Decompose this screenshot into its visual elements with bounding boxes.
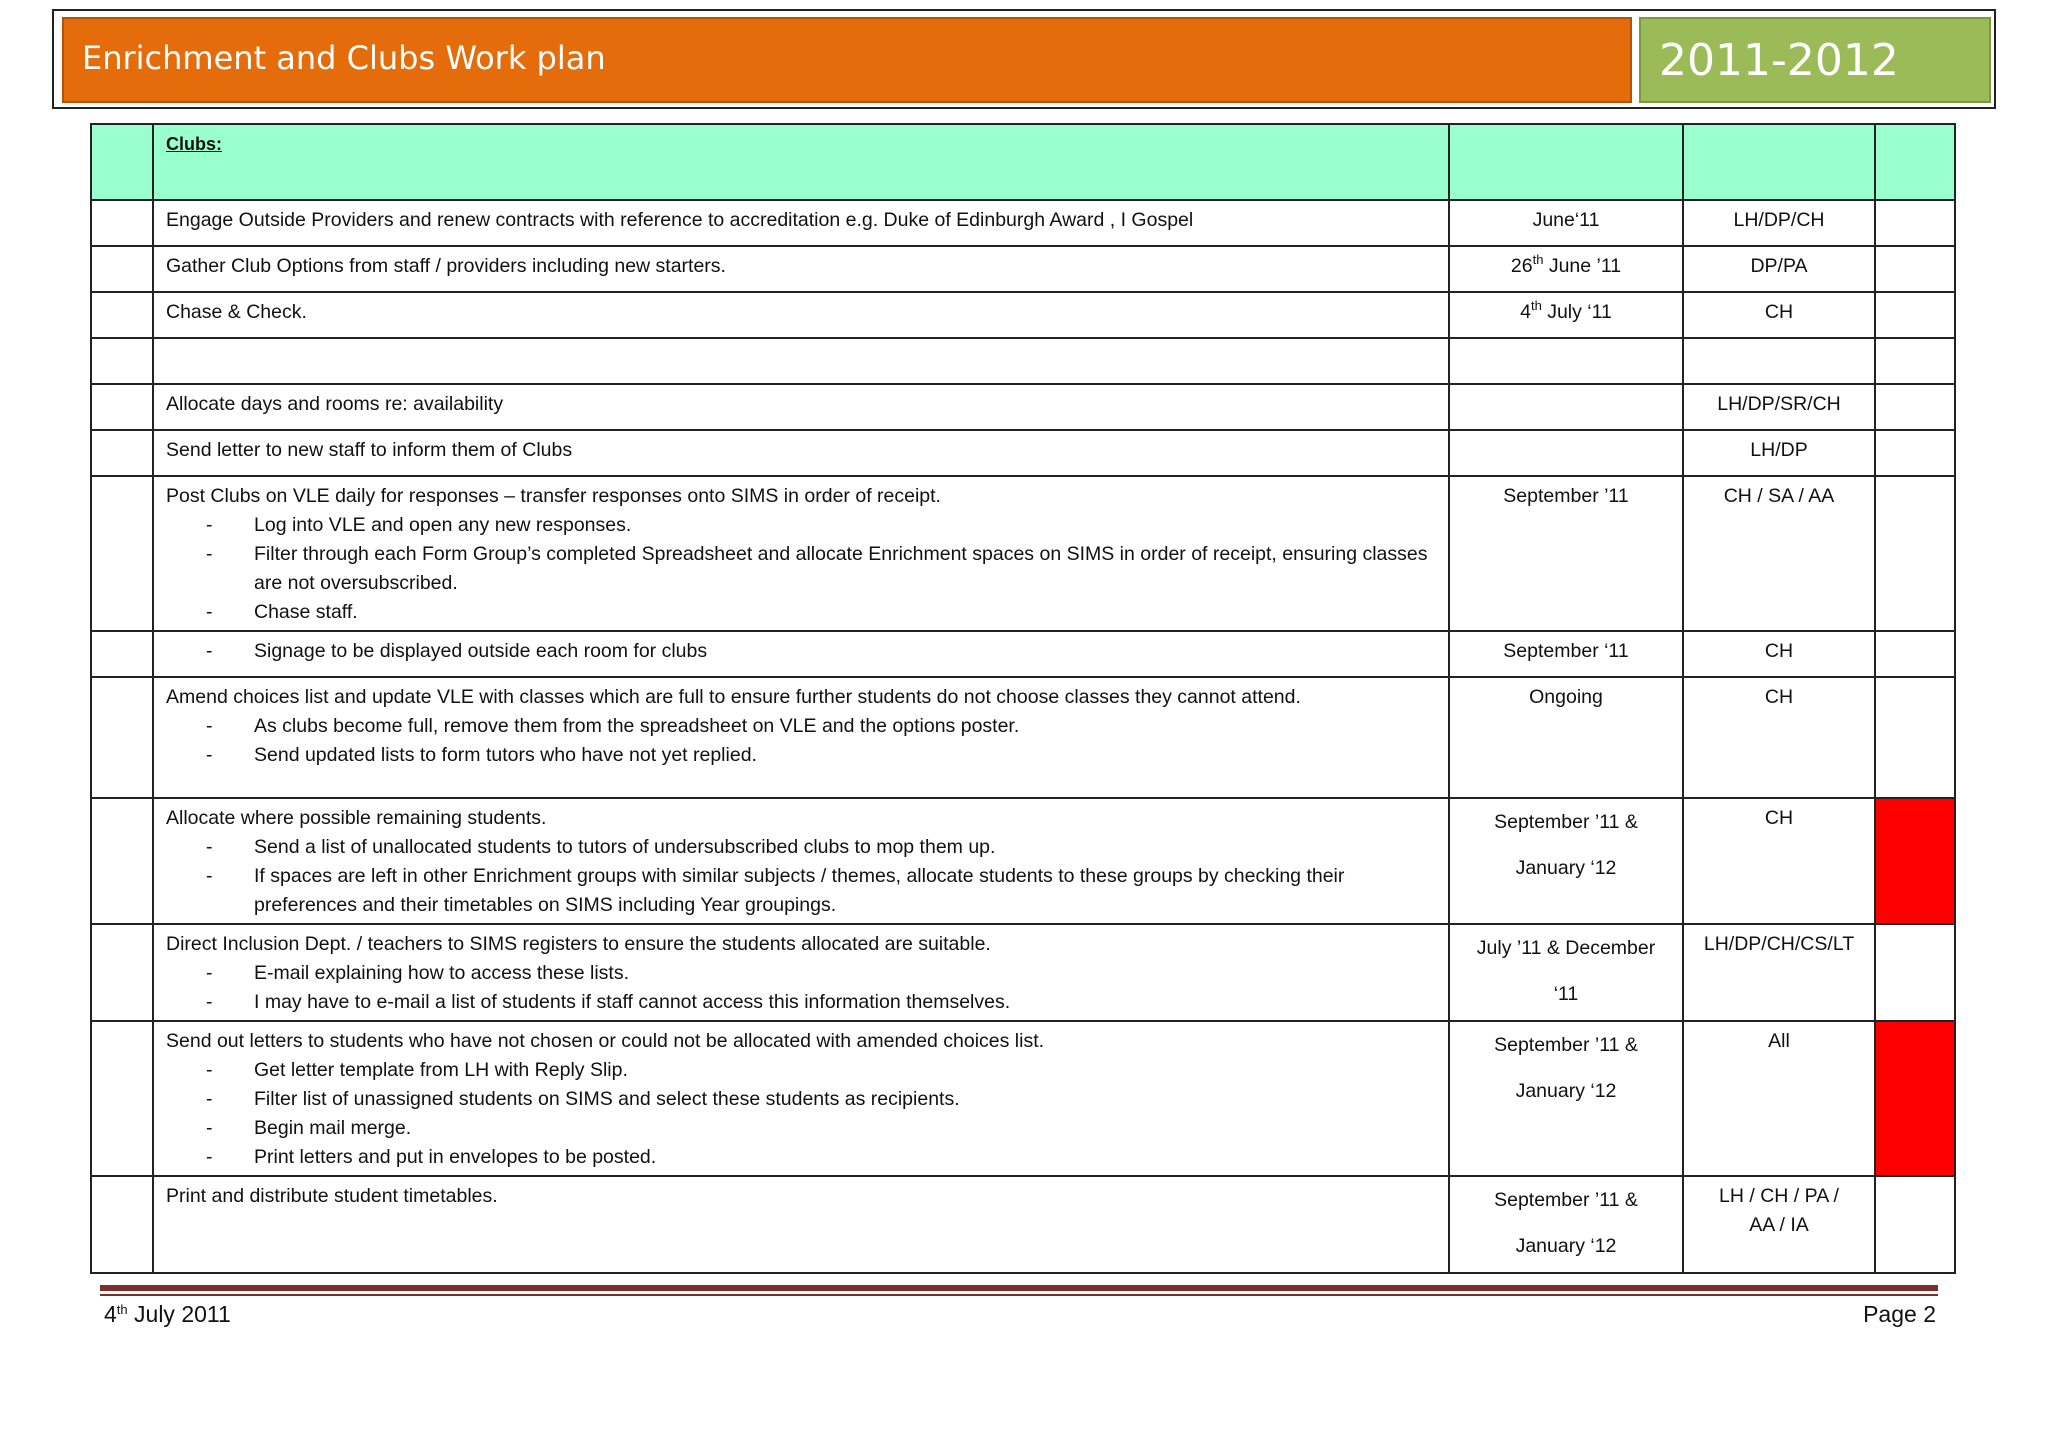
responsible-cell xyxy=(1683,384,1875,430)
responsible-text: CH xyxy=(1764,301,1794,323)
table-cell xyxy=(91,677,153,798)
responsible-cell xyxy=(1683,924,1875,1021)
responsible-text: CH xyxy=(1764,640,1794,662)
task-cell xyxy=(153,924,1449,1021)
responsible-cell xyxy=(1683,246,1875,292)
subtask-item: - E-mail explaining how to access these lists. xyxy=(166,959,1436,988)
table-row xyxy=(91,430,1955,476)
subtask-item: - Log into VLE and open any new responses. xyxy=(166,511,1436,540)
date-rest: July ‘11 xyxy=(1541,301,1612,323)
section-label: Clubs: xyxy=(166,134,222,154)
table-row xyxy=(91,292,1955,338)
responsible-cell xyxy=(1683,631,1875,677)
work-plan-table xyxy=(90,123,1956,1274)
table-cell xyxy=(1449,338,1683,384)
responsible-cell xyxy=(1683,292,1875,338)
responsible-cell xyxy=(1683,1021,1875,1176)
status-cell xyxy=(1875,924,1955,1021)
date-line: January ‘12 xyxy=(1515,857,1617,879)
date-cell xyxy=(1449,292,1683,338)
task-text: Allocate days and rooms re: availability xyxy=(166,393,504,415)
task-cell xyxy=(153,200,1449,246)
subtask-item: - Chase staff. xyxy=(166,598,1436,627)
table-cell xyxy=(1875,338,1955,384)
subtask-item: - I may have to e-mail a list of students if staff cannot access this information themselves. xyxy=(166,988,1436,1017)
table-row xyxy=(91,476,1955,631)
document-year: 2011-2012 xyxy=(1639,17,1991,103)
responsible-text: CH / SA / AA xyxy=(1723,485,1835,507)
subtask-item: - If spaces are left in other Enrichment groups with similar subjects / themes, allocate students to these groups by checking their preferences and their timetables on SIMS including Year groupings. xyxy=(166,862,1436,920)
subtask-list xyxy=(166,511,1436,627)
table-cell xyxy=(1875,124,1955,200)
date-cell xyxy=(1449,476,1683,631)
task-cell xyxy=(153,677,1449,798)
date-line: January ‘12 xyxy=(1515,1235,1617,1257)
responsible-text: LH/DP/CH/CS/LT xyxy=(1703,933,1855,955)
task-text: Send letter to new staff to inform them of Clubs xyxy=(166,439,573,461)
date-cell xyxy=(1449,631,1683,677)
table-row xyxy=(91,246,1955,292)
responsible-text: All xyxy=(1768,1030,1790,1052)
task-text: Post Clubs on VLE daily for responses – transfer responses onto SIMS in order of receipt. xyxy=(166,485,941,507)
task-cell xyxy=(153,292,1449,338)
subtask-list xyxy=(166,1056,1436,1172)
task-cell xyxy=(153,1176,1449,1273)
footer-date-day: 4 xyxy=(104,1301,117,1327)
task-text: Chase & Check. xyxy=(166,301,307,323)
table-cell xyxy=(1683,124,1875,200)
table-cell xyxy=(91,476,153,631)
date-rest: June ’11 xyxy=(1543,255,1622,277)
document-title: Enrichment and Clubs Work plan xyxy=(62,17,1632,103)
footer-date xyxy=(104,1301,231,1328)
responsible-line: AA / IA xyxy=(1749,1214,1809,1236)
subtask-item: - Send updated lists to form tutors who have not yet replied. xyxy=(166,741,1436,770)
responsible-text: DP/PA xyxy=(1750,255,1808,277)
subtask-item: - Begin mail merge. xyxy=(166,1114,1436,1143)
status-cell xyxy=(1875,1176,1955,1273)
date-cell xyxy=(1449,430,1683,476)
task-cell xyxy=(153,631,1449,677)
table-row xyxy=(91,798,1955,924)
date-cell xyxy=(1449,798,1683,924)
table-cell xyxy=(91,430,153,476)
date-ordinal: th xyxy=(1530,298,1542,313)
footer-date-rest: July 2011 xyxy=(127,1301,231,1327)
subtask-list xyxy=(166,712,1436,770)
status-flag-red xyxy=(1875,1021,1955,1176)
date-cell xyxy=(1449,1021,1683,1176)
task-cell xyxy=(153,1021,1449,1176)
subtask-item: - As clubs become full, remove them from the spreadsheet on VLE and the options poster. xyxy=(166,712,1436,741)
table-cell xyxy=(91,338,153,384)
date-line: September ’11 & xyxy=(1494,811,1638,833)
responsible-cell xyxy=(1683,798,1875,924)
date-day: 4 xyxy=(1520,301,1531,323)
section-header-row xyxy=(91,124,1955,200)
date-cell xyxy=(1449,677,1683,798)
status-cell xyxy=(1875,292,1955,338)
responsible-text: LH/DP xyxy=(1750,439,1808,461)
task-text: Engage Outside Providers and renew contracts with reference to accreditation e.g. Duke of Edinburgh Award , I Gospel xyxy=(166,209,1194,231)
date-cell xyxy=(1449,924,1683,1021)
footer-rule xyxy=(100,1285,1938,1291)
task-cell xyxy=(153,384,1449,430)
table-row xyxy=(91,384,1955,430)
subtask-item: - Filter list of unassigned students on SIMS and select these students as recipients. xyxy=(166,1085,1436,1114)
table-cell xyxy=(153,338,1449,384)
status-flag-red xyxy=(1875,798,1955,924)
table-cell xyxy=(1449,124,1683,200)
responsible-text: CH xyxy=(1764,686,1794,708)
task-text: Direct Inclusion Dept. / teachers to SIMS registers to ensure the students allocated are suitable. xyxy=(166,933,991,955)
task-text: Gather Club Options from staff / providers including new starters. xyxy=(166,255,726,277)
date-cell xyxy=(1449,384,1683,430)
table-cell xyxy=(91,384,153,430)
status-cell xyxy=(1875,476,1955,631)
footer-rule-thin xyxy=(100,1294,1938,1296)
empty-row xyxy=(91,338,1955,384)
table-row xyxy=(91,200,1955,246)
table-cell xyxy=(91,631,153,677)
subtask-list xyxy=(166,959,1436,1017)
task-cell xyxy=(153,798,1449,924)
task-cell xyxy=(153,246,1449,292)
task-text: Print and distribute student timetables. xyxy=(166,1185,498,1207)
date-cell xyxy=(1449,1176,1683,1273)
table-cell xyxy=(91,798,153,924)
table-row xyxy=(91,1021,1955,1176)
date-text: Ongoing xyxy=(1529,686,1603,708)
date-text: September ’11 xyxy=(1503,485,1629,507)
responsible-cell xyxy=(1683,677,1875,798)
date-text: June‘11 xyxy=(1532,209,1600,231)
page-number: Page 2 xyxy=(1863,1301,1936,1327)
table-row xyxy=(91,924,1955,1021)
table-cell xyxy=(91,1021,153,1176)
date-line: September ’11 & xyxy=(1494,1034,1638,1056)
table-row xyxy=(91,631,1955,677)
status-cell xyxy=(1875,200,1955,246)
subtask-item: - Send a list of unallocated students to tutors of undersubscribed clubs to mop them up. xyxy=(166,833,1436,862)
responsible-text: LH/DP/SR/CH xyxy=(1717,393,1841,415)
task-cell xyxy=(153,430,1449,476)
status-cell xyxy=(1875,246,1955,292)
responsible-cell xyxy=(1683,476,1875,631)
status-cell xyxy=(1875,631,1955,677)
table-cell xyxy=(91,124,153,200)
table-cell xyxy=(91,200,153,246)
subtask-list xyxy=(166,637,1436,666)
task-cell xyxy=(153,476,1449,631)
date-cell xyxy=(1449,200,1683,246)
date-line: January ‘12 xyxy=(1515,1080,1617,1102)
table-cell xyxy=(91,292,153,338)
header-banner xyxy=(52,9,1996,109)
date-day: 26 xyxy=(1510,255,1533,277)
date-ordinal: th xyxy=(1532,252,1544,267)
subtask-item: - Get letter template from LH with Reply Slip. xyxy=(166,1056,1436,1085)
table-cell xyxy=(91,924,153,1021)
date-line: September ’11 & xyxy=(1494,1189,1638,1211)
responsible-cell xyxy=(1683,430,1875,476)
date-text: September ‘11 xyxy=(1503,640,1629,662)
table-cell xyxy=(91,1176,153,1273)
table-row xyxy=(91,1176,1955,1273)
date-line: ‘11 xyxy=(1553,983,1579,1005)
status-cell xyxy=(1875,677,1955,798)
responsible-text: CH xyxy=(1764,807,1794,829)
task-text: Amend choices list and update VLE with classes which are full to ensure further students do not choose classes they cannot attend. xyxy=(166,686,1301,708)
status-cell xyxy=(1875,430,1955,476)
subtask-item: - Signage to be displayed outside each room for clubs xyxy=(166,637,1436,666)
subtask-list xyxy=(166,833,1436,920)
date-line: July ’11 & December xyxy=(1476,937,1656,959)
table-cell xyxy=(91,246,153,292)
task-text: Allocate where possible remaining students. xyxy=(166,807,547,829)
responsible-cell xyxy=(1683,200,1875,246)
subtask-item: - Filter through each Form Group’s completed Spreadsheet and allocate Enrichment spaces on SIMS in order of receipt, ensuring classes are not oversubscribed. xyxy=(166,540,1436,598)
section-label-cell xyxy=(153,124,1449,200)
table-row xyxy=(91,677,1955,798)
date-cell xyxy=(1449,246,1683,292)
subtask-item: - Print letters and put in envelopes to be posted. xyxy=(166,1143,1436,1172)
responsible-cell xyxy=(1683,1176,1875,1273)
status-cell xyxy=(1875,384,1955,430)
table-cell xyxy=(1683,338,1875,384)
task-text: Send out letters to students who have not chosen or could not be allocated with amended choices list. xyxy=(166,1030,1045,1052)
responsible-line: LH / CH / PA / xyxy=(1719,1185,1839,1207)
responsible-text: LH/DP/CH xyxy=(1733,209,1825,231)
footer-date-ordinal: th xyxy=(116,1302,128,1317)
